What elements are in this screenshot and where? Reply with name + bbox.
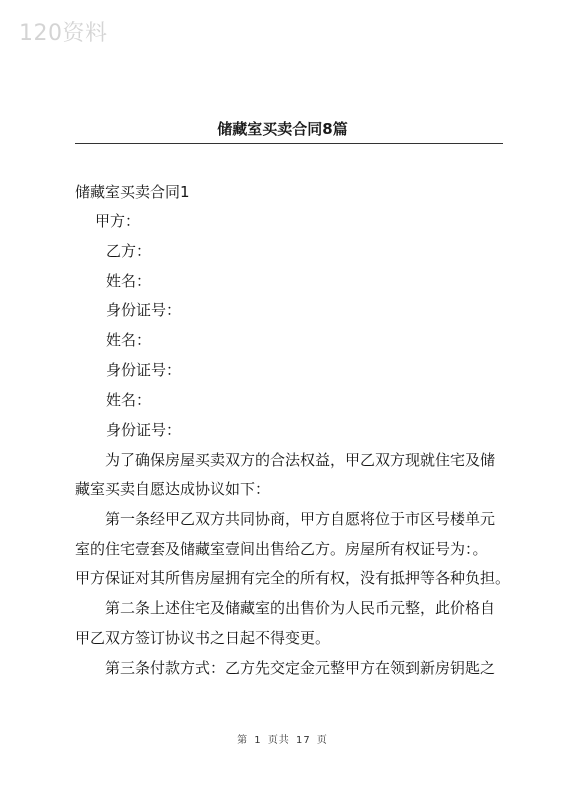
party-a-line: 甲方： <box>95 212 141 230</box>
id-number-line: 身份证号： <box>106 361 182 379</box>
footer-middle: 页共 <box>267 735 290 746</box>
paragraph-line: 为了确保房屋买卖双方的合法权益，甲乙双方现就住宅及储 <box>105 451 496 469</box>
id-number-line: 身份证号： <box>106 421 182 439</box>
total-page-count: 17 <box>296 735 311 746</box>
paragraph-line: 第一条经甲乙双方共同协商，甲方自愿将位于市区号楼单元 <box>105 510 496 528</box>
page-footer <box>0 731 565 746</box>
name-line: 姓名： <box>106 331 152 349</box>
paragraph-line: 甲乙双方签订协议书之日起不得变更。 <box>75 629 331 647</box>
id-number-line: 身份证号： <box>106 301 182 319</box>
current-page-number: 1 <box>254 735 262 746</box>
paragraph-line: 第二条上述住宅及储藏室的出售价为人民币元整，此价格自 <box>105 599 496 617</box>
paragraph-line: 藏室买卖自愿达成协议如下： <box>75 480 271 498</box>
paragraph-line: 室的住宅壹套及储藏室壹间出售给乙方。房屋所有权证号为：。 <box>75 540 488 558</box>
party-b-line: 乙方： <box>106 242 152 260</box>
footer-prefix: 第 <box>237 735 249 746</box>
paragraph-line: 甲方保证对其所售房屋拥有完全的所有权，没有抵押等各种负担。 <box>75 569 511 587</box>
watermark-text: 120资料 <box>19 21 108 46</box>
paragraph-line: 第三条付款方式：乙方先交定金元整甲方在领到新房钥匙之 <box>105 659 496 677</box>
document-title: 储藏室买卖合同8篇 <box>217 120 348 138</box>
name-line: 姓名： <box>106 272 152 290</box>
footer-suffix: 页 <box>316 735 328 746</box>
section-heading: 储藏室买卖合同1 <box>75 183 190 201</box>
title-underline <box>75 143 503 144</box>
name-line: 姓名： <box>106 391 152 409</box>
